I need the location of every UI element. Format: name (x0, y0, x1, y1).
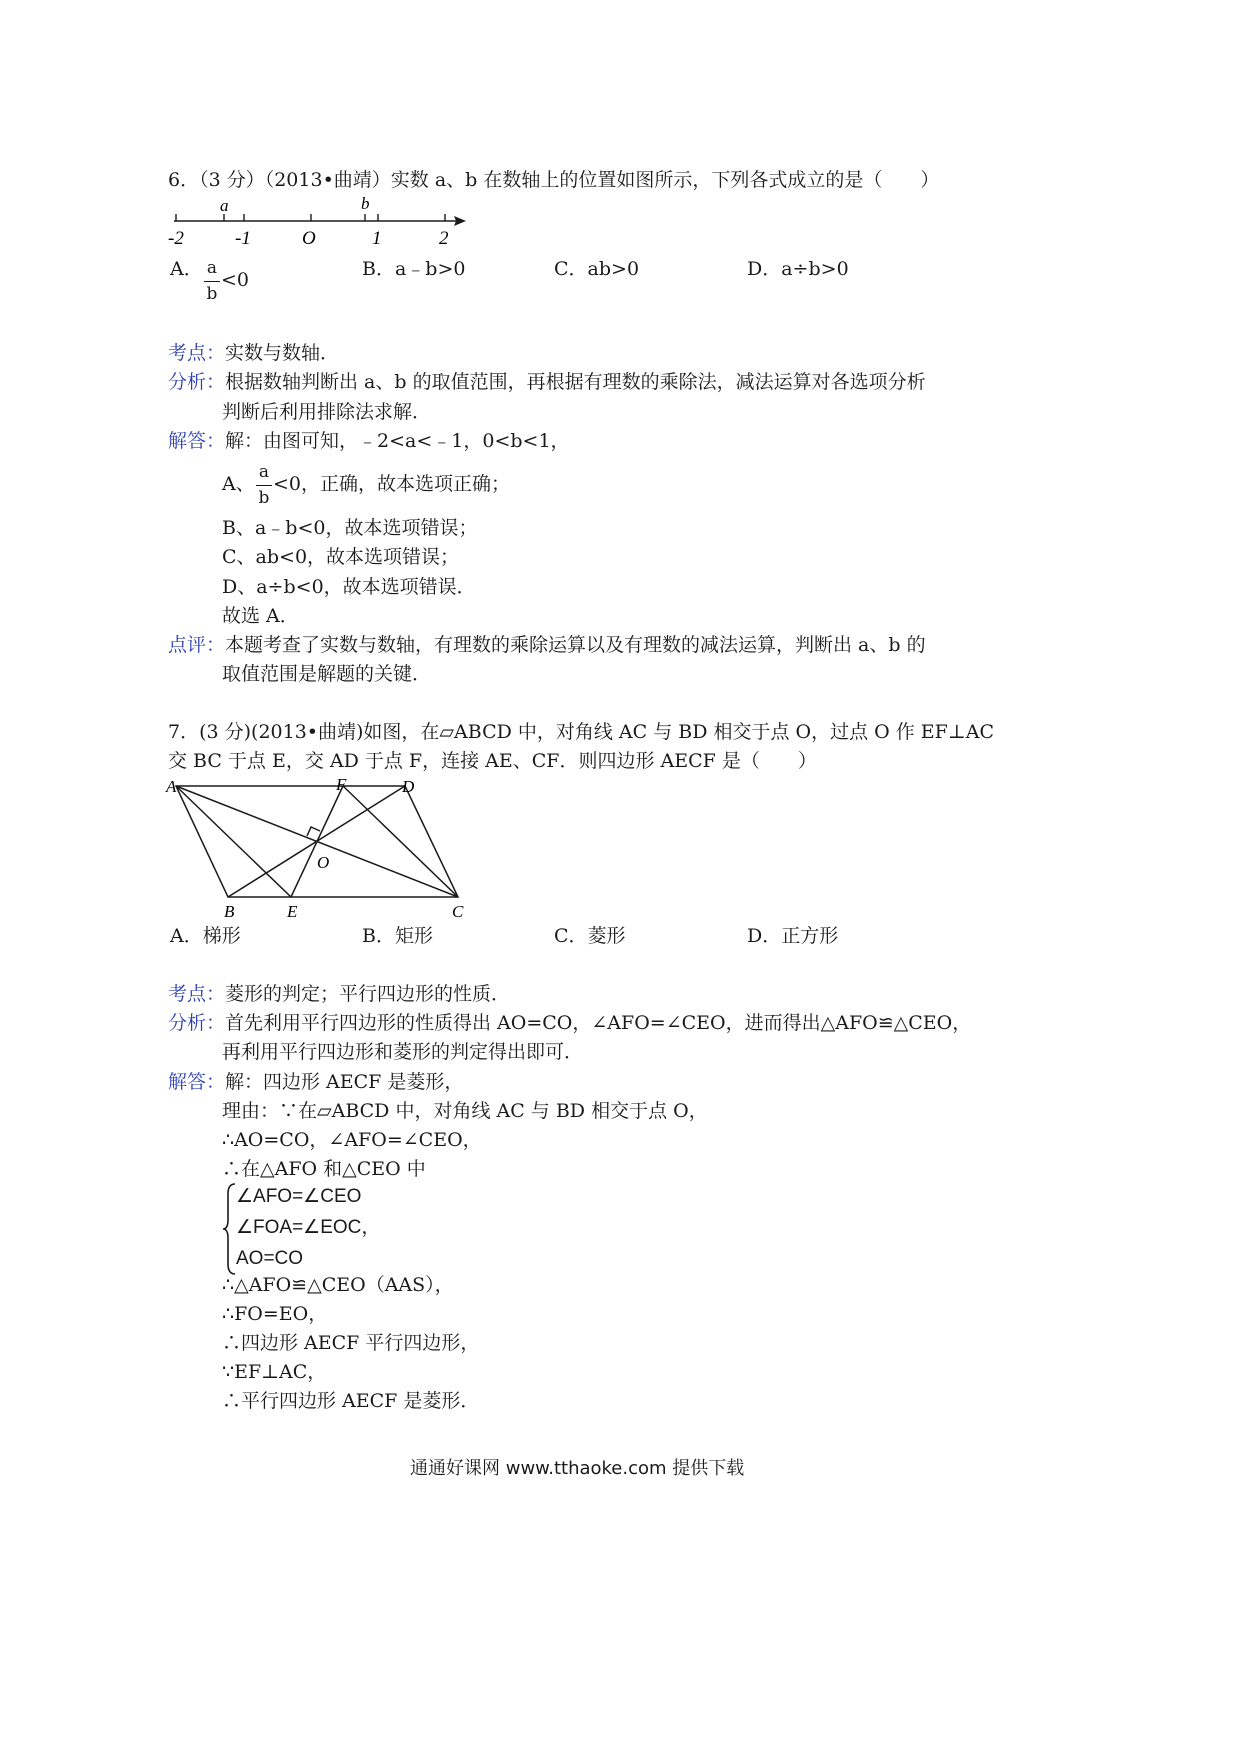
q6-option-b: B．a﹣b>0 (362, 258, 466, 280)
dianping-text: 本题考查了实数与数轴，有理数的乘除运算以及有理数的减法运算，判断出 a、b 的 (225, 634, 926, 656)
jieda-line-0: 解：四边形 AECF 是菱形， (225, 1071, 464, 1093)
q7-option-a: A．梯形 (170, 925, 241, 947)
q6-number-line (160, 192, 480, 250)
q6-jieda-d: D、a÷b<0，故本选项错误． (222, 576, 476, 598)
dianping-label: 点评： (168, 634, 226, 656)
q6-jieda-a-prefix: A、 (222, 473, 255, 495)
q7-after-4: ∴平行四边形 AECF 是菱形． (222, 1390, 480, 1412)
q7-option-b: B．矩形 (362, 925, 433, 947)
q7-fenxi-2: 再利用平行四边形和菱形的判定得出即可． (222, 1041, 584, 1063)
q7-stem-2: 交 BC 于点 E，交 AD 于点 F，连接 AE、CF．则四边形 AECF 是（ ） (168, 750, 817, 772)
q6-option-a-fraction-bar (204, 281, 220, 282)
q6-jieda-b: B、a﹣b<0，故本选项错误； (222, 517, 478, 539)
jieda-label: 解答： (168, 430, 226, 452)
q6-fenxi (168, 368, 926, 396)
q7-kaodian (168, 980, 510, 1008)
q7-after-0: ∴△AFO≌△CEO（AAS）， (222, 1274, 454, 1296)
tick-label-1: 1 (372, 228, 382, 249)
fenxi-label: 分析： (168, 371, 226, 393)
kaodian-text: 菱形的判定；平行四边形的性质． (225, 983, 511, 1005)
q6-option-a-prefix: A． (170, 258, 203, 280)
q7-after-2: ∴四边形 AECF 平行四边形， (222, 1332, 480, 1354)
system-eq-1: ∠AFO=∠CEO (236, 1186, 362, 1207)
kaodian-text: 实数与数轴． (225, 342, 340, 364)
fig-label-b: B (224, 902, 235, 921)
fenxi-text: 根据数轴判断出 a、b 的取值范围，再根据有理数的乘除法，减法运算对各选项分析 (225, 371, 926, 393)
q6-jieda-end: 故选 A． (222, 605, 299, 627)
fig-label-e: E (287, 902, 298, 921)
q6-jieda (168, 427, 570, 455)
fig-label-c: C (452, 902, 464, 921)
fenxi-label: 分析： (168, 1012, 226, 1034)
q6-jieda-a-numerator: a (258, 462, 270, 482)
point-label-b: b (361, 194, 370, 213)
q7-jieda-line-1: 理由：∵在▱ABCD 中，对角线 AC 与 BD 相交于点 O， (222, 1100, 708, 1122)
q7-after-1: ∴FO=EO， (222, 1303, 328, 1325)
tick-label--1: -1 (235, 228, 251, 249)
tick-label-0: O (302, 228, 316, 249)
q7-stem-1: 7．(3 分)(2013•曲靖)如图，在▱ABCD 中，对角线 AC 与 BD 相交于点 O，过点 O 作 EF⊥AC (168, 721, 994, 743)
q6-option-d: D．a÷b>0 (747, 258, 849, 280)
fig-label-o: O (317, 853, 330, 872)
q7-parallelogram-figure (160, 772, 480, 922)
q6-jieda-c: C、ab<0，故本选项错误； (222, 546, 460, 568)
tick-label--2: -2 (168, 228, 184, 249)
q7-after-3: ∵EF⊥AC， (222, 1361, 327, 1383)
q7-jieda-line-2: ∴AO=CO，∠AFO=∠CEO， (222, 1129, 482, 1151)
q6-jieda-a-suffix: <0，正确，故本选项正确； (273, 473, 511, 495)
jieda-label: 解答： (168, 1071, 226, 1093)
q6-kaodian (168, 339, 339, 367)
q6-option-a-denominator: b (206, 284, 218, 304)
q6-option-a-numerator: a (206, 258, 218, 278)
q7-fenxi (168, 1009, 971, 1037)
q7-option-c: C．菱形 (554, 925, 626, 947)
system-eq-3: AO=CO (236, 1248, 304, 1269)
page-footer: 通通好课网 www.tthaoke.com 提供下载 (410, 1458, 745, 1479)
q7-option-d: D．正方形 (747, 925, 839, 947)
q6-option-c: C．ab>0 (554, 258, 640, 280)
fig-label-a: A (166, 777, 177, 796)
q6-dianping (168, 631, 926, 659)
q7-jieda-line-3: ∴在△AFO 和△CEO 中 (222, 1158, 426, 1180)
fig-label-f: F (336, 775, 347, 794)
kaodian-label: 考点： (168, 983, 226, 1005)
q6-jieda-a-fraction-bar (256, 485, 272, 486)
q6-stem: 6．（3 分）（2013•曲靖）实数 a、b 在数轴上的位置如图所示，下列各式成立的是（ ） (168, 169, 940, 191)
tick-label-2: 2 (439, 228, 449, 249)
kaodian-label: 考点： (168, 342, 226, 364)
system-eq-2: ∠FOA=∠EOC， (236, 1217, 381, 1238)
point-label-a: a (220, 196, 229, 215)
q6-dianping-2: 取值范围是解题的关键． (222, 663, 432, 685)
fenxi-text: 首先利用平行四边形的性质得出 AO=CO，∠AFO=∠CEO，进而得出△AFO≌△CEO， (225, 1012, 972, 1034)
q7-jieda (168, 1068, 463, 1096)
q6-jieda-a-denominator: b (258, 488, 270, 508)
q6-option-a-suffix: <0 (221, 269, 250, 291)
q6-fenxi-2: 判断后利用排除法求解． (222, 401, 432, 423)
jieda-text: 解：由图可知，﹣2<a<﹣1，0<b<1， (225, 430, 570, 452)
fig-label-d: D (402, 777, 415, 796)
